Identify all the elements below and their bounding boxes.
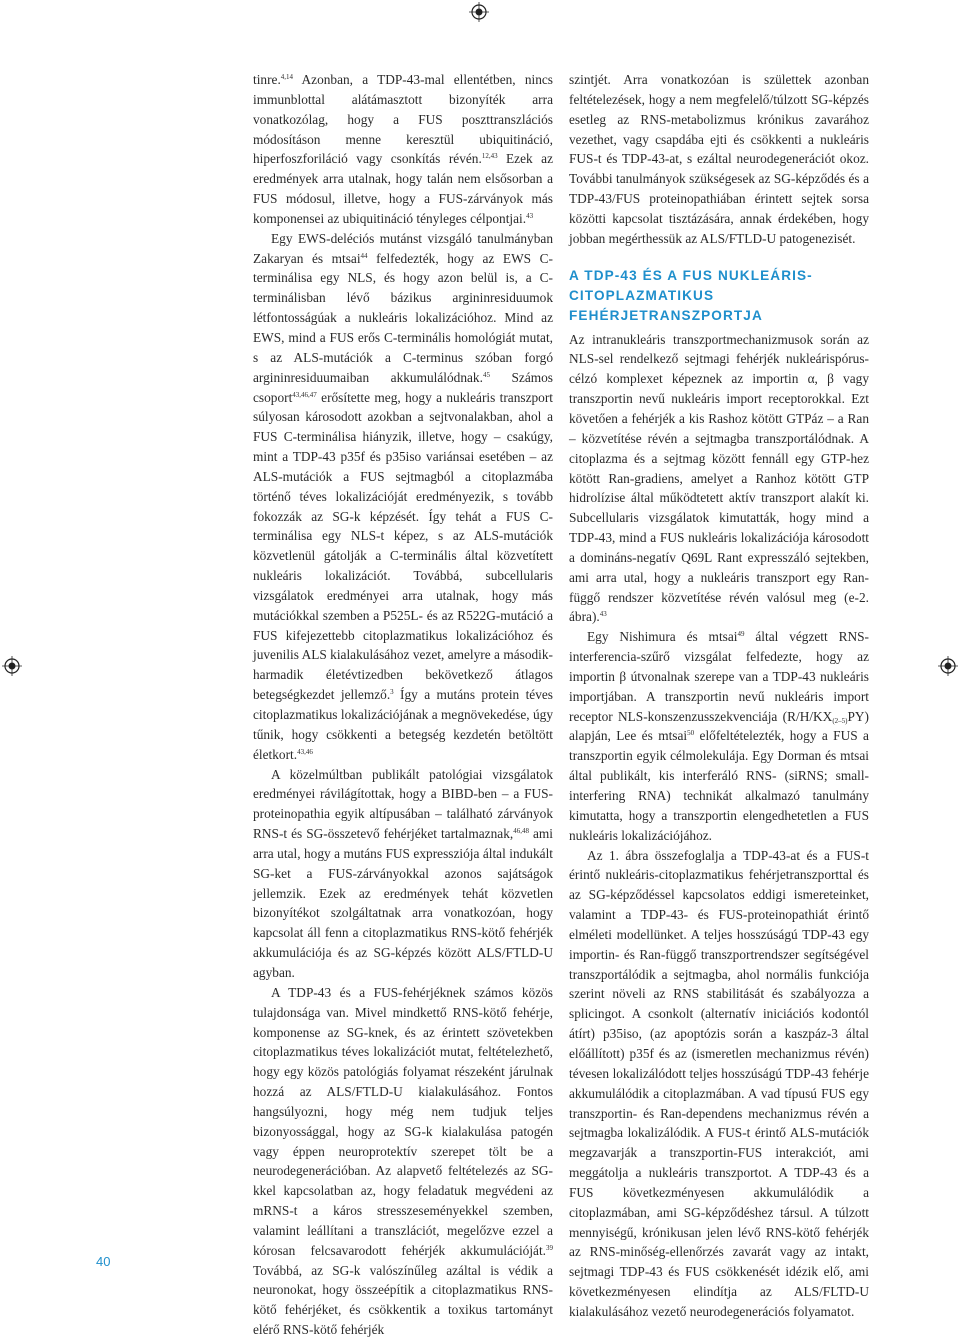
registration-mark-icon xyxy=(2,656,22,676)
left-text-column xyxy=(253,70,553,1340)
right-text-column xyxy=(569,70,869,1322)
body-paragraph: Az intranukleáris transzportmechanizmusok során az NLS-sel rendelkező sejtmagi fehérjék nukleárispórus-célzó komplexet képeznek az importin α, β vagy transzportin nevű nukleáris import receptorokkal. Ezt követően a fehérjék a kis Rashoz kötött GTPáz – a Ran – közvetítése révén a sejtmagba transzportálódnak. A citoplazma és a sejtmag között fennáll egy GTP-hez kötött Ran-gradiens, amelyet a Ranhoz kötött GTP hidrolízise által működtetett aktív transzport alakít ki. Subcellularis vizsgálatok kimutatták, hogy mind a TDP-43, mind a FUS nukleáris lokalizációja károsodott a domináns-negatív Q69L Rant expresszáló sejtekben, ami arra utal, hogy a nukleáris transzport egy Ran-függő rendszer közvetítése révén valósul meg (e-2. ábra).$^{43}$ xyxy=(569,331,869,625)
section-heading: A TDP-43 ÉS A FUS NUKLEÁRIS-CITOPLAZMATIKUS FEHÉRJETRANSZPORTJA xyxy=(569,267,813,323)
body-paragraph: tinre.$^{4,14}$ Azonban, a TDP-43-mal ellentétben, nincs immunblottal alátámasztott bizonyíték arra vonatkozólag, hogy a FUS poszttranszlációs módosításon menne keresztül ubiquitináció, hiperfoszforiláció vagy csonkítás révén.$^{12,43}$ Ezek az eredmények arra utalnak, hogy talán nem elsősorban a FUS módosul, illetve, hogy a FUS-zárványok más komponensei az ubiquitináció tényleges célpontjai.$^{43}$ xyxy=(253,72,554,226)
body-paragraph: A közelmúltban publikált patológiai vizsgálatok eredményei rávilágítottak, hogy a BIBD-ben – a FUS-proteinopathia egyik altípusában – található zárványok RNS-t és SG-összetevő fehérjéket tartalmaznak,$^{46,48}$ ami arra utal, hogy a mutáns FUS expressziója által indukált SG-ket a FUS-zárványokkal azonos sajátságok jellemzik. Ezek az eredmények tehát közvetlen bizonyítékot szolgáltatnak arra vonatkozóan, hogy kapcsolat áll fenn a citoplazmatikus RNS-kötő fehérjék akkumulációja és az SG-képzés között ALS/FTLD-U agyban. xyxy=(253,766,553,980)
body-paragraph: A TDP-43 és a FUS-fehérjéknek számos közös tulajdonsága van. Mivel mindkettő RNS-kötő fehérje, komponense az SG-knek, és az érintett szövetekben citoplazmatikus téves lokalizációt mutat, feltételezhető, hogy egy közös patológiás folyamat részeként járulnak hozzá az ALS/FTLD-U kialakulásához. Fontos hangsúlyozni, hogy még nem tudjuk teljes bizonyossággal, hogy az SG-k kialakulása patogén vagy éppen neuroprotektív szerepet tölt be a neurodegenerációban. Az alapvető feltételezés az SG-kkel kapcsolatban az, hogy feladatuk megvédeni az mRNS-t a káros stresszeseményekkel szemben, valamint leállítani a transzlációt, megelőzve ezzel a kórosan felcsavarodott fehérjék akkumulációját.$^{39}$ Továbbá, az SG-k valószínűleg azáltal is védik a neuronokat, hogy összeépítik a citoplazmatikus RNS-kötő fehérjéket, és csökkentik a toxikus tartományt elérő RNS-kötő fehérjék xyxy=(253,984,553,1338)
body-paragraph: Az 1. ábra összefoglalja a TDP-43-at és a FUS-t érintő nukleáris-citoplazmatikus fehérjetranszporttal és az SG-képződéssel kapcsolatos eddigi ismereteinket, valamint a TDP-43- és FUS-proteinopathiát érintő elméleti modellünket. A teljes hosszúságú TDP-43 egy importin- és Ran-függő transzportrendszer segítségével transzportálódik a sejtmagba, ahol normális funkciója szerint növeli az RNS stabilitását és szabályozza a splicingot. A csonkolt (alternatív iniciációs kodontól átírt) p35iso, (az apoptózis során a kaszpáz-3 által előállított) p35f és az (ismeretlen mechanizmus révén) tévesen lokalizálódott teljes hosszúságú TDP-43 fehérje akkumulálódik a citoplazmában. A vad típusú FUS egy transzportin- és Ran-dependens mechanizmus révén a sejtmagba lokalizálódik. A FUS-t érintő ALS-mutációk megzavarják a transzportin-FUS interakciót, ami meggátolja a nukleáris transzportot. A TDP-43 és a FUS következményesen akkumulálódik a citoplazmában, ami SG-képződéshez társul. A túlzott mennyiségű, krónikusan jelen lévő RNS-kötő fehérjék az RNS-minőség-ellenőrzés zavarát vagy az intakt, sejtmagi TDP-43 és FUS csökkenését idézik elő, ami következményesen elindítja az ALS/FLTD-U kialakulásához vezető neurodegenerációs folyamatot. xyxy=(569,847,869,1319)
body-paragraph: Egy Nishimura és mtsai$^{49}$ által végzett RNS-interferencia-szűrő vizsgálat felfedezte, hogy az importin β útvonalnak szerepe van a TDP-43 nukleáris importjában. A transzportin nevű nukleáris import receptor NLS-konszenzusszekvenciája $(R/H/KX_{(2-5)}PY)$ alapján, Lee és mtsai$^{50}$ előfeltételezték, hogy a FUS a transzportin egyik célmolekulája. Egy Dorman és mtsai által publikált, kis interferáló RNS- (siRNS; small-interfering RNA) technikát alkalmazó tanulmány kimutatta, hogy a transzportin elengedhetetlen a FUS nukleáris lokalizációjához. xyxy=(569,629,869,843)
body-paragraph: Egy EWS-deléciós mutánst vizsgáló tanulmányban Zakaryan és mtsai$^{44}$ felfedezték, hogy az EWS C-terminálisa egy NLS, és hogy azon belül is, a C-terminálisban lévő bázikus argininresiduumok létfontosságúak a nukleáris lokalizációhoz. Mind az EWS, mind a FUS erős C-terminális homológiát mutat, s az ALS-mutációk a C-terminus szóban forgó argininresiduumaiban akkumulálódnak.$^{45}$ Számos csoport$^{43,46,47}$ erősítette meg, hogy a nukleáris transzport súlyosan károsodott azokban a sejtvonalakban, ahol a FUS C-terminálisa hiányzik, illetve, hogy – csakúgy, mint a TDP-43 p35f és p35iso variánsai esetében – az ALS-mutációk a FUS sejtmagból a citoplazmába történő téves lokalizációját eredményezik, s tovább fokozzák az SG-k képzését. Így tehát a FUS C-terminálisa egy NLS-t képez, s az ALS-mutációk közvetlenül gátolják a C-terminális által közvetített nukleáris lokalizációt. Továbbá, subcellularis vizsgálatok eredményei arra utalnak, hogy más mutációkkal szemben a P525L- és az R522G-mutáció a FUS kifejezettebb citoplazmatikus lokalizációhoz és juvenilis ALS kialakulásához vezet, amelyre a második-harmadik életévtizedben bekövetkező átlagos betegségkezdet jellemző.$^3$ Így a mutáns protein téves citoplazmatikus lokalizációjának a megnövekedése, úgy tűnik, hogy csökkenti a betegség kezdetén betöltött életkort.$^{43,46}$ xyxy=(253,230,553,762)
registration-mark-icon xyxy=(938,656,958,676)
registration-mark-icon xyxy=(469,2,489,22)
body-paragraph: szintjét. Arra vonatkozóan is születtek azonban feltételezések, hogy a nem megfelelő/túlzott SG-képzés esetleg az RNS-metabolizmus krónikus zavarához vezethet, vagy csapdába ejti és csökkenti a nukleáris FUS-t és TDP-43-at, s ezáltal neurodegenerációt okoz. További tanulmányok szükségesek az SG-képződés és a TDP-43/FUS proteinopathiában érintett sejtek sorsa közötti kapcsolat tisztázására, annak érdekében, hogy jobban megérthessük az ALS/FTLD-U patogenezisét. xyxy=(569,72,869,246)
page-number: 40 xyxy=(96,1254,111,1269)
